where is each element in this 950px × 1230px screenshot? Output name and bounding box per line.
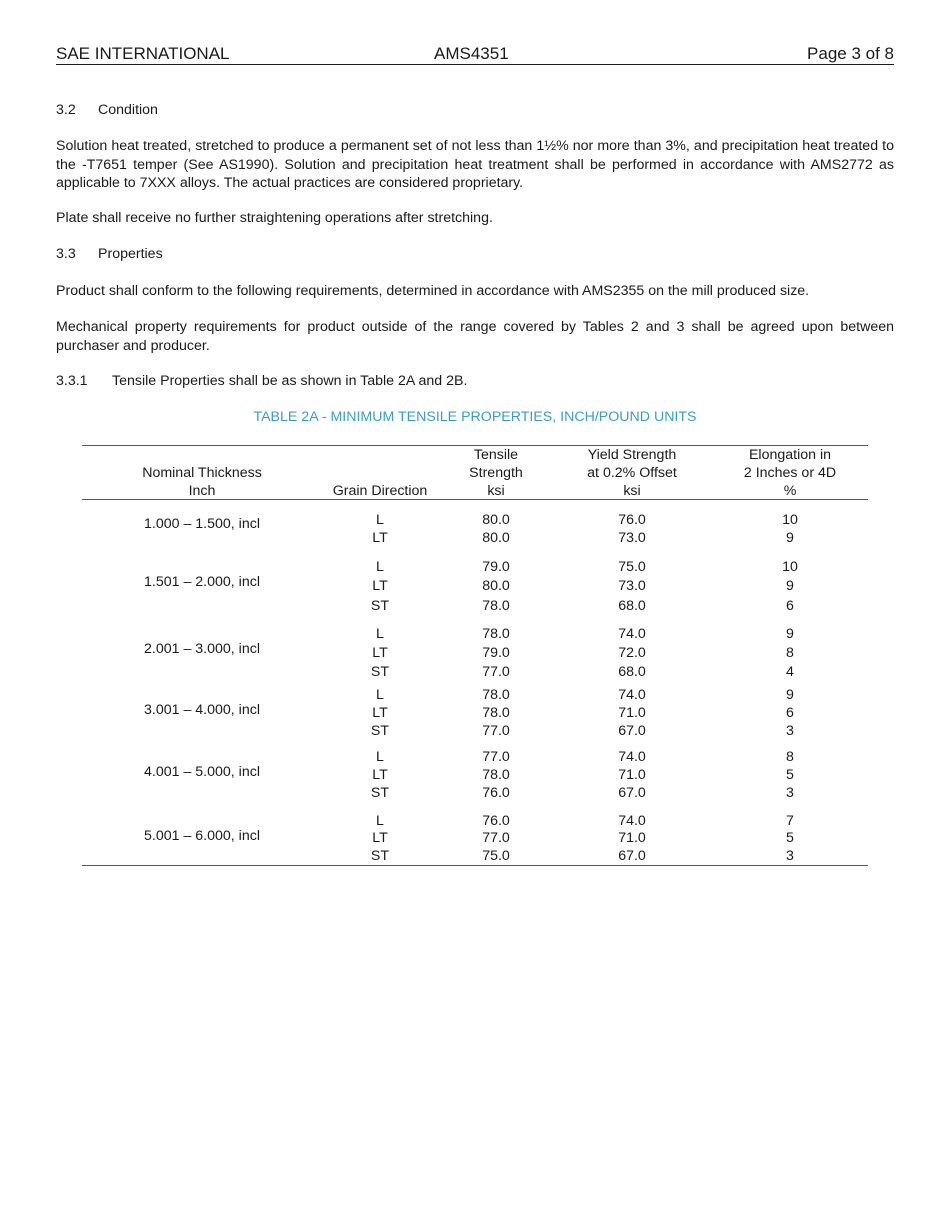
- yield-cell: 73.0: [618, 578, 646, 594]
- thickness-range: 5.001 – 6.000, incl: [144, 828, 260, 844]
- table-row: [82, 766, 868, 784]
- header-tensile-strength: [450, 446, 542, 500]
- header-line: Elongation in: [748, 447, 832, 463]
- grain-direction-cell: L: [376, 512, 384, 528]
- tensile-cell: 77.0: [482, 749, 510, 765]
- thickness-range: 2.001 – 3.000, incl: [144, 641, 260, 657]
- header-line: Yield Strength: [587, 447, 677, 463]
- elongation-cell: 6: [786, 705, 794, 721]
- header-line: Nominal Thickness: [142, 465, 262, 481]
- section-number: 3.3.1: [56, 373, 88, 389]
- grain-direction-cell: L: [376, 626, 384, 642]
- tensile-cell: 76.0: [482, 785, 510, 801]
- table-row: [82, 511, 868, 529]
- grain-direction-cell: LT: [372, 830, 388, 846]
- tensile-cell: 77.0: [482, 664, 510, 680]
- table-row: [82, 577, 868, 595]
- thickness-range: 1.000 – 1.500, incl: [144, 516, 260, 532]
- yield-cell: 67.0: [618, 785, 646, 801]
- table-row: [82, 644, 868, 662]
- tensile-cell: 79.0: [482, 645, 510, 661]
- table-row: [82, 704, 868, 722]
- yield-cell: 67.0: [618, 723, 646, 739]
- table-row: [82, 663, 868, 681]
- table-row: [82, 829, 868, 847]
- table-row: [82, 812, 868, 830]
- table-title: TABLE 2A - MINIMUM TENSILE PROPERTIES, INCH/POUND UNITS: [253, 409, 697, 425]
- yield-cell: 74.0: [618, 687, 646, 703]
- elongation-cell: 8: [786, 645, 794, 661]
- tensile-cell: 80.0: [482, 530, 510, 546]
- grain-direction-cell: LT: [372, 645, 388, 661]
- table-rule-bottom: [82, 865, 868, 866]
- header-page-number: Page 3 of 8: [807, 44, 894, 63]
- table-row: [82, 558, 868, 576]
- yield-cell: 68.0: [618, 598, 646, 614]
- header-line: ksi: [623, 483, 641, 499]
- grain-direction-cell: LT: [372, 705, 388, 721]
- elongation-cell: 3: [786, 848, 794, 864]
- tensile-cell: 76.0: [482, 813, 510, 829]
- tensile-cell: 78.0: [482, 687, 510, 703]
- header-line: %: [783, 483, 797, 499]
- tensile-cell: 78.0: [482, 598, 510, 614]
- yield-cell: 72.0: [618, 645, 646, 661]
- elongation-cell: 3: [786, 723, 794, 739]
- grain-direction-cell: ST: [370, 785, 390, 801]
- tensile-cell: 77.0: [482, 723, 510, 739]
- tensile-cell: 80.0: [482, 578, 510, 594]
- header-elongation: [732, 446, 848, 500]
- table-row: [82, 847, 868, 865]
- section-3-2-heading: [56, 101, 158, 119]
- elongation-cell: 5: [786, 830, 794, 846]
- elongation-cell: 4: [786, 664, 794, 680]
- yield-cell: 75.0: [618, 559, 646, 575]
- header-doc-id: AMS4351: [434, 44, 509, 63]
- yield-cell: 71.0: [618, 767, 646, 783]
- table-row: [82, 625, 868, 643]
- grain-direction-cell: L: [376, 559, 384, 575]
- section-number: 3.3: [56, 246, 76, 262]
- tensile-cell: 75.0: [482, 848, 510, 864]
- agreement-paragraph: Mechanical property requirements for product outside of the range covered by Tables 2 and 3 shall be agreed upon between purchaser and producer.: [56, 319, 894, 354]
- tensile-cell: 79.0: [482, 559, 510, 575]
- yield-cell: 76.0: [618, 512, 646, 528]
- elongation-cell: 6: [786, 598, 794, 614]
- elongation-cell: 9: [786, 687, 794, 703]
- grain-direction-cell: ST: [370, 848, 390, 864]
- grain-direction-cell: L: [376, 813, 384, 829]
- grain-direction-cell: L: [376, 687, 384, 703]
- elongation-cell: 7: [786, 813, 794, 829]
- elongation-cell: 8: [786, 749, 794, 765]
- elongation-cell: 9: [786, 626, 794, 642]
- header-org: SAE INTERNATIONAL: [56, 44, 230, 63]
- yield-cell: 71.0: [618, 705, 646, 721]
- header-thickness: [82, 446, 322, 500]
- table-row: [82, 784, 868, 802]
- table-row: [82, 686, 868, 704]
- header-grain-direction: [322, 446, 438, 500]
- header-line: at 0.2% Offset: [587, 465, 677, 481]
- thickness-range: 4.001 – 5.000, incl: [144, 764, 260, 780]
- yield-cell: 74.0: [618, 749, 646, 765]
- section-title: Tensile Properties shall be as shown in Table 2A and 2B.: [112, 373, 468, 389]
- header-yield-strength: [572, 446, 692, 500]
- grain-direction-cell: LT: [372, 767, 388, 783]
- table-row: [82, 529, 868, 547]
- section-title: Condition: [98, 102, 158, 118]
- header-line: Strength: [469, 465, 523, 481]
- yield-cell: 67.0: [618, 848, 646, 864]
- elongation-cell: 9: [786, 578, 794, 594]
- header-line: Inch: [188, 483, 216, 499]
- header-line: Grain Direction: [332, 483, 428, 499]
- table-row: [82, 748, 868, 766]
- condition-paragraph: Solution heat treated, stretched to produce a permanent set of not less than 1½% nor more than 3%, and precipitation heat treated to the -T7651 temper (See AS1990). Solution and precipitation heat treatment shall be performed in accordance with AMS2772 as applicable to 7XXX alloys. The actual practices are considered proprietary.: [56, 138, 894, 191]
- elongation-cell: 10: [782, 559, 798, 575]
- yield-cell: 74.0: [618, 626, 646, 642]
- page-header: [56, 44, 894, 65]
- section-number: 3.2: [56, 102, 76, 118]
- thickness-range: 1.501 – 2.000, incl: [144, 574, 260, 590]
- tensile-cell: 80.0: [482, 512, 510, 528]
- tensile-cell: 78.0: [482, 705, 510, 721]
- grain-direction-cell: L: [376, 749, 384, 765]
- section-3-3-1-heading: [56, 372, 467, 390]
- yield-cell: 74.0: [618, 813, 646, 829]
- header-line: ksi: [487, 483, 505, 499]
- section-3-3-heading: [56, 245, 163, 263]
- table-rule-header: [82, 499, 868, 500]
- elongation-cell: 3: [786, 785, 794, 801]
- elongation-cell: 10: [782, 512, 798, 528]
- header-line: 2 Inches or 4D: [743, 465, 837, 481]
- straightening-paragraph: Plate shall receive no further straightening operations after stretching.: [56, 210, 493, 226]
- thickness-range: 3.001 – 4.000, incl: [144, 702, 260, 718]
- grain-direction-cell: ST: [370, 664, 390, 680]
- elongation-cell: 9: [786, 530, 794, 546]
- section-title: Properties: [98, 246, 163, 262]
- yield-cell: 73.0: [618, 530, 646, 546]
- grain-direction-cell: ST: [370, 723, 390, 739]
- grain-direction-cell: ST: [370, 598, 390, 614]
- grain-direction-cell: LT: [372, 530, 388, 546]
- elongation-cell: 5: [786, 767, 794, 783]
- tensile-cell: 78.0: [482, 626, 510, 642]
- header-line: Tensile: [473, 447, 519, 463]
- tensile-cell: 78.0: [482, 767, 510, 783]
- grain-direction-cell: LT: [372, 578, 388, 594]
- yield-cell: 71.0: [618, 830, 646, 846]
- conformance-paragraph: Product shall conform to the following requirements, determined in accordance with AMS2355 on the mill produced size.: [56, 283, 810, 299]
- tensile-cell: 77.0: [482, 830, 510, 846]
- yield-cell: 68.0: [618, 664, 646, 680]
- table-row: [82, 597, 868, 615]
- table-row: [82, 722, 868, 740]
